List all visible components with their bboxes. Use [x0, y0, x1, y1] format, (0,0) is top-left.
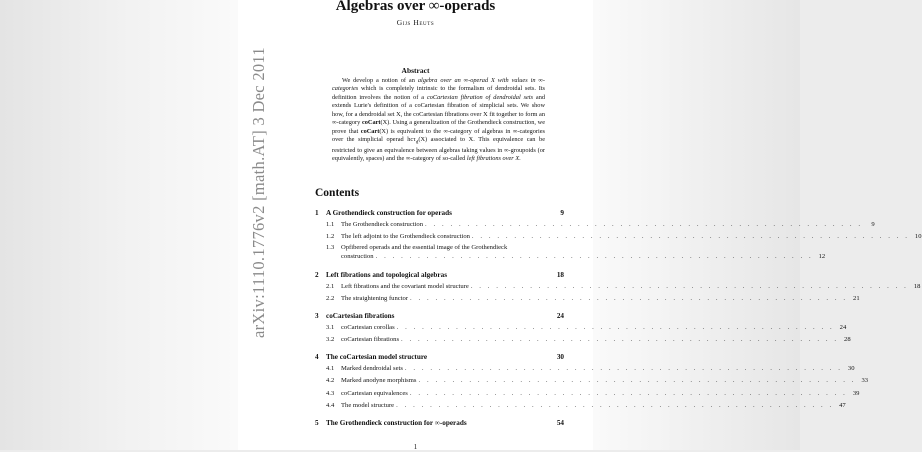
toc-leader-dots: . . . . . . . . . . . . . . . . . . . . . . . . . . . . . . . . . . . . . . . . . . . . . . . . . . . . [396, 402, 834, 410]
toc-subsection-page: 33 [861, 377, 869, 385]
toc-leader-dots: . . . . . . . . . . . . . . . . . . . . . . . . . . . . . . . . . . . . . . . . . . . . . . . . . . . . [375, 253, 814, 260]
toc-subsection[interactable] [315, 321, 847, 334]
toc-subsection-title: Marked dendroidal sets [341, 364, 403, 372]
toc-subsection-page: 21 [853, 295, 860, 303]
abstract-text: We develop a notion of an algebra over an ∞-operad X with values in ∞-categories which is completely intrinsic to the formalism of dendroidal sets. Its definition involves the notion of a coCartesian fibration of dendroidal sets and extends Lurie's definition of a coCartesian fibration of simplicial sets. We show how, for a dendroidal set X, the coCartesian fibrations over X fit together to form an ∞-category coCart(X). Using a generalization of the Grothendieck construction, we prove that coCart(X) is equivalent to the ∞-category of algebras in ∞-categories over the simplicial operad hcτ$_d$(X) associated to X. This equivalence can be restricted to give an equivalence between algebras taking values in ∞-groupoids (or equivalently, spaces) and the ∞-category of so-called left fibrations over X. [332, 77, 546, 163]
toc-section[interactable] [315, 352, 564, 362]
toc-section-page: 24 [556, 312, 564, 320]
abstract-heading: Abstract [401, 66, 430, 75]
toc-subsection-wrap [341, 243, 825, 261]
toc-subsection-page: 24 [839, 323, 847, 331]
toc-subsection-number: 2.1 [326, 282, 335, 290]
toc-section[interactable] [315, 418, 564, 428]
toc-subsection-title: Opfibered operads and the essential image of the Grothendieck [341, 244, 508, 251]
toc-subsection-number: 1.3 [326, 244, 335, 251]
toc-subsection-number: 4.3 [326, 389, 335, 397]
toc-subsection-page: 47 [839, 402, 846, 410]
toc-section-number: 1 [315, 209, 319, 217]
toc-section-page: 54 [556, 419, 564, 427]
toc-subsection-title: Marked anodyne morphisms [341, 377, 417, 385]
toc-subsection-number: 4.4 [326, 402, 335, 410]
toc-subsection[interactable] [315, 375, 869, 388]
toc-subsection-title: Left fibrations and the covariant model structure [341, 282, 469, 290]
toc-section-title: A Grothendieck construction for operads [326, 209, 452, 217]
toc-subsection-title: coCartesian fibrations [341, 336, 400, 344]
toc-leader-dots: . . . . . . . . . . . . . . . . . . . . . . . . . . . . . . . . . . . . . . . . . . . . . . . . . . . . [404, 364, 843, 372]
toc-subsection-title: The left adjoint to the Grothendieck construction [341, 233, 470, 241]
toc-subsection-number: 4.1 [326, 364, 335, 372]
toc-leader-dots: . . . . . . . . . . . . . . . . . . . . . . . . . . . . . . . . . . . . . . . . . . . . . . . . . . . . [410, 295, 848, 303]
toc-section-title: The Grothendieck construction for ∞-operads [326, 419, 467, 427]
toc-subsection-line2 [341, 252, 825, 261]
toc-section-number: 2 [315, 271, 319, 279]
toc-section[interactable] [315, 311, 564, 321]
toc-subsection-page: 39 [852, 389, 860, 397]
toc-subsection[interactable] [315, 362, 855, 375]
toc-subsection-title: coCartesian equivalences [341, 389, 408, 397]
toc-subsection[interactable] [315, 334, 851, 347]
left-backdrop [0, 0, 238, 450]
toc-section-number: 3 [315, 312, 319, 320]
toc-section[interactable] [315, 270, 564, 280]
toc-subsection[interactable] [315, 243, 826, 264]
toc-subsection-page: 12 [818, 253, 826, 260]
arxiv-stamp: arXiv:1110.1776v2 [math.AT] 3 Dec 2011 [249, 47, 268, 338]
toc-section-page: 30 [556, 353, 564, 361]
toc-leader-dots: . . . . . . . . . . . . . . . . . . . . . . . . . . . . . . . . . . . . . . . . . . . . . . . . . . . . [418, 377, 857, 385]
toc-leader-dots: . . . . . . . . . . . . . . . . . . . . . . . . . . . . . . . . . . . . . . . . . . . . . . . . . . . . [396, 323, 835, 331]
toc-leader-dots: . . . . . . . . . . . . . . . . . . . . . . . . . . . . . . . . . . . . . . . . . . . . . . . . . . . . [470, 282, 909, 290]
toc-subsection-title: The straightening functor [341, 295, 409, 303]
toc-subsection-number: 2.2 [326, 295, 335, 303]
toc-subsection[interactable] [315, 293, 860, 306]
toc-leader-dots: . . . . . . . . . . . . . . . . . . . . . . . . . . . . . . . . . . . . . . . . . . . . . . . . . . . . [425, 220, 863, 228]
table-of-contents [315, 208, 922, 428]
toc-subsection-title: coCartesian corollas [341, 323, 395, 331]
toc-section-page: 18 [556, 271, 564, 279]
toc-section[interactable] [315, 208, 564, 218]
contents-heading: Contents [315, 187, 360, 199]
toc-leader-dots: . . . . . . . . . . . . . . . . . . . . . . . . . . . . . . . . . . . . . . . . . . . . . . . . . . . . [401, 336, 839, 344]
toc-subsection-number: 3.1 [326, 323, 335, 331]
toc-subsection-page: 28 [844, 336, 851, 344]
toc-subsection-title-cont: construction [341, 253, 374, 260]
toc-subsection-page: 30 [847, 364, 855, 372]
toc-section-title: coCartesian fibrations [326, 312, 395, 320]
toc-section-title: Left fibrations and topological algebras [326, 271, 447, 279]
toc-subsection-title: The model structure [341, 402, 395, 410]
toc-section-number: 4 [315, 353, 319, 361]
toc-subsection-number: 1.1 [326, 220, 335, 228]
toc-subsection[interactable] [315, 218, 875, 231]
toc-subsection-title: The Grothendieck construction [341, 220, 424, 228]
toc-subsection-number: 4.2 [326, 377, 335, 385]
toc-section-page: 9 [560, 209, 564, 217]
toc-subsection[interactable] [315, 280, 921, 293]
toc-section-title: The coCartesian model structure [326, 353, 428, 361]
toc-subsection-page: 9 [871, 220, 875, 228]
paper-title: Algebras over ∞-operads [335, 0, 496, 14]
toc-subsection[interactable] [315, 231, 922, 244]
toc-leader-dots: . . . . . . . . . . . . . . . . . . . . . . . . . . . . . . . . . . . . . . . . . . . . . . . . . . . . [409, 389, 848, 397]
toc-section-number: 5 [315, 419, 319, 427]
toc-subsection-page: 18 [913, 282, 921, 290]
toc-subsection-number: 3.2 [326, 336, 335, 344]
toc-subsection-number: 1.2 [326, 233, 335, 241]
page-number: 1 [413, 443, 418, 451]
toc-subsection[interactable] [315, 400, 846, 413]
toc-leader-dots: . . . . . . . . . . . . . . . . . . . . . . . . . . . . . . . . . . . . . . . . . . . . . . . . . . . . [471, 233, 910, 241]
paper-author: Gijs Heuts [396, 18, 435, 27]
toc-subsection[interactable] [315, 387, 860, 400]
toc-subsection-page: 10 [914, 233, 922, 241]
